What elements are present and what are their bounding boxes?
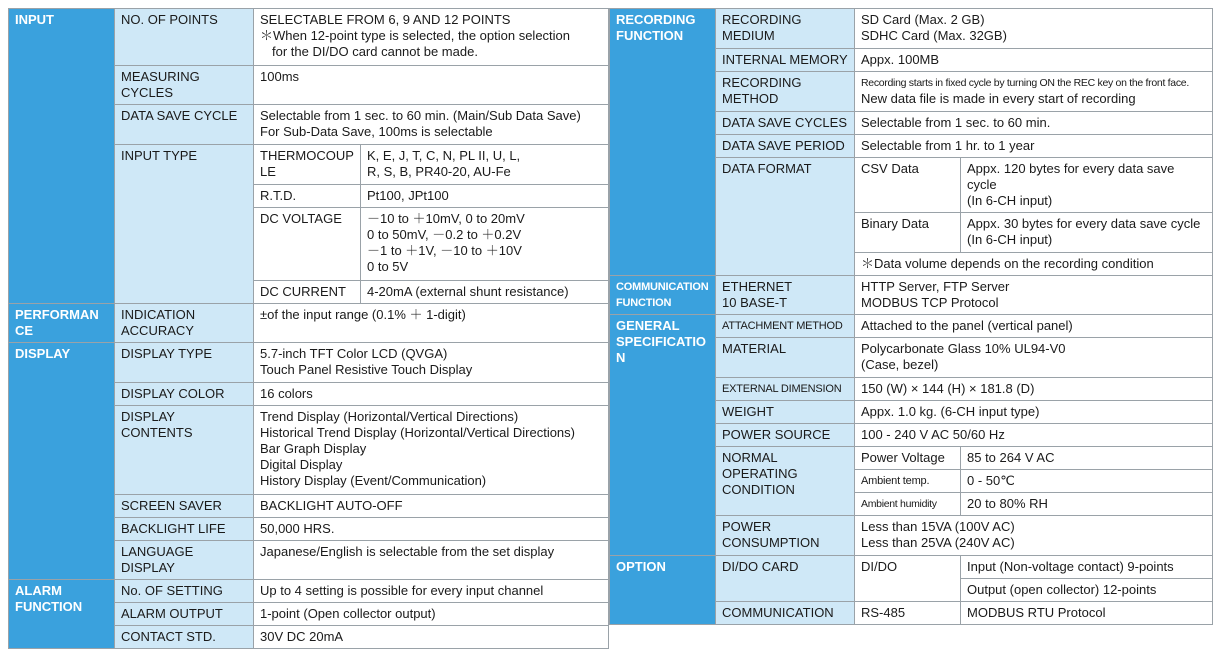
value-line: For Sub-Data Save, 100ms is selectable (260, 124, 493, 139)
item-display-contents: DISPLAY CONTENTS (115, 406, 254, 495)
item-screen-saver: SCREEN SAVER (115, 495, 254, 518)
value-rtd: Pt100, JPt100 (361, 185, 609, 208)
item-line: MEDIUM (722, 28, 775, 43)
value-power-voltage: 85 to 264 V AC (961, 447, 1213, 470)
value-no-of-setting: Up to 4 setting is possible for every input channel (254, 580, 609, 603)
item-power-consumption (716, 516, 855, 556)
value-line: K, E, J, T, C, N, PL II, U, L, (367, 148, 521, 163)
value-line: R, S, B, PR40-20, AU-Fe (367, 164, 511, 179)
value-backlight-life: 50,000 HRS. (254, 518, 609, 541)
value-thermocouple (361, 145, 609, 185)
item-recording-method (716, 72, 855, 112)
value-language-display: Japanese/English is selectable from the set display (254, 541, 609, 580)
value-line: －1 to ＋1V, －10 to ＋10V (367, 243, 522, 258)
item-alarm-output: ALARM OUTPUT (115, 603, 254, 626)
item-dido-card: DI/DO CARD (716, 556, 855, 602)
item-line: CONSUMPTION (722, 535, 820, 550)
value-dido-output: Output (open collector) 12-points (961, 579, 1213, 602)
item-measuring-cycles: MEASURING CYCLES (115, 66, 254, 105)
category-line: FUNCTION (616, 28, 684, 43)
value-contact-std: 30V DC 20mA (254, 626, 609, 649)
value-line: New data file is made in every start of recording (861, 91, 1136, 106)
sub-dc-voltage: DC VOLTAGE (254, 208, 361, 281)
sub-binary-data: Binary Data (855, 213, 961, 253)
value-recording-method (855, 72, 1213, 112)
item-line: CONDITION (722, 482, 795, 497)
category-line: ALARM (15, 583, 62, 598)
sub-dc-current: DC CURRENT (254, 281, 361, 304)
item-data-format: DATA FORMAT (716, 158, 855, 276)
value-option-communication: MODBUS RTU Protocol (961, 602, 1213, 625)
value-line: History Display (Event/Communication) (260, 473, 487, 488)
item-weight: WEIGHT (716, 401, 855, 424)
value-no-of-points (254, 9, 609, 66)
category-display-label: DISPLAY (15, 346, 71, 361)
item-input-type: INPUT TYPE (115, 145, 254, 304)
category-line: GENERAL (616, 318, 680, 333)
item-normal-operating-condition (716, 447, 855, 516)
value-line: Less than 15VA (100V AC) (861, 519, 1015, 534)
item-language-display: LANGUAGE DISPLAY (115, 541, 254, 580)
item-line: 10 BASE-T (722, 295, 788, 310)
item-line: RECORDING (722, 75, 802, 90)
value-line: Historical Trend Display (Horizontal/Vertical Directions) (260, 425, 575, 440)
value-line: Touch Panel Resistive Touch Display (260, 362, 473, 377)
item-power-source: POWER SOURCE (716, 424, 855, 447)
value-line: (In 6-CH input) (967, 193, 1053, 208)
item-recording-medium (716, 9, 855, 49)
item-option-communication: COMMUNICATION (716, 602, 855, 625)
value-line: HTTP Server, FTP Server (861, 279, 1010, 294)
value-power-source: 100 - 240 V AC 50/60 Hz (855, 424, 1213, 447)
left-spec-table (8, 8, 609, 649)
item-line: METHOD (722, 91, 779, 106)
value-dc-current: 4-20mA (external shunt resistance) (361, 281, 609, 304)
value-line: Polycarbonate Glass 10% UL94-V0 (861, 341, 1066, 356)
value-external-dimension: 150 (W) × 144 (H) × 181.8 (D) (855, 378, 1213, 401)
value-weight: Appx. 1.0 kg. (6-CH input type) (855, 401, 1213, 424)
category-line: FUNCTION (616, 297, 672, 309)
value-display-color: 16 colors (254, 383, 609, 406)
item-line: RECORDING (722, 12, 802, 27)
item-data-save-cycles: DATA SAVE CYCLES (716, 112, 855, 135)
value-line: 0 to 50mV, －0.2 to ＋0.2V (367, 227, 522, 242)
category-line: RECORDING (616, 12, 696, 27)
value-alarm-output: 1-point (Open collector output) (254, 603, 609, 626)
category-line: COMMUNICATION (616, 281, 709, 293)
value-dc-voltage (361, 208, 609, 281)
value-line: SD Card (Max. 2 GB) (861, 12, 985, 27)
value-line: ＊When 12-point type is selected, the option selection (260, 28, 571, 43)
value-ambient-humidity: 20 to 80% RH (961, 493, 1213, 516)
item-data-save-period: DATA SAVE PERIOD (716, 135, 855, 158)
sub-ambient-temp: Ambient temp. (855, 470, 961, 493)
item-line: ETHERNET (722, 279, 793, 294)
value-line: Less than 25VA (240V AC) (861, 535, 1015, 550)
value-binary-data (961, 213, 1213, 253)
value-ethernet (855, 276, 1213, 315)
value-line: (In 6-CH input) (967, 232, 1053, 247)
sub-csv-data: CSV Data (855, 158, 961, 213)
value-internal-memory: Appx. 100MB (855, 49, 1213, 72)
value-line: Trend Display (Horizontal/Vertical Directions) (260, 409, 519, 424)
value-line: Bar Graph Display (260, 441, 367, 456)
item-attachment-method: ATTACHMENT METHOD (716, 315, 855, 338)
value-csv-data (961, 158, 1213, 213)
category-input-label: INPUT (15, 12, 54, 27)
category-display (9, 343, 115, 580)
value-line: SDHC Card (Max. 32GB) (861, 28, 1007, 43)
sub-dido: DI/DO (855, 556, 961, 602)
value-attachment-method: Attached to the panel (vertical panel) (855, 315, 1213, 338)
item-ethernet (716, 276, 855, 315)
category-line: SPECIFICATION (616, 334, 707, 365)
sub-rtd: R.T.D. (254, 185, 361, 208)
value-screen-saver: BACKLIGHT AUTO-OFF (254, 495, 609, 518)
item-line: NORMAL OPERATING (722, 450, 798, 481)
value-indication-accuracy: ±of the input range (0.1% ＋ 1-digit) (254, 304, 609, 343)
category-input (9, 9, 115, 304)
value-format-note: ＊Data volume depends on the recording condition (855, 253, 1213, 276)
value-line: 5.7-inch TFT Color LCD (QVGA) (260, 346, 448, 361)
item-contact-std: CONTACT STD. (115, 626, 254, 649)
item-backlight-life: BACKLIGHT LIFE (115, 518, 254, 541)
sub-power-voltage: Power Voltage (855, 447, 961, 470)
value-line: Digital Display (260, 457, 343, 472)
value-display-contents (254, 406, 609, 495)
category-option: OPTION (610, 556, 716, 625)
sub-ambient-humidity: Ambient humidity (855, 493, 961, 516)
value-material (855, 338, 1213, 378)
value-measuring-cycles: 100ms (254, 66, 609, 105)
value-ambient-temp: 0 - 50℃ (961, 470, 1213, 493)
category-recording (610, 9, 716, 276)
category-performance: PERFORMANCE (9, 304, 115, 343)
value-data-save-cycles: Selectable from 1 sec. to 60 min. (855, 112, 1213, 135)
value-display-type (254, 343, 609, 383)
value-line: for the DI/DO card cannot be made. (272, 44, 478, 59)
category-line: FUNCTION (15, 599, 83, 614)
value-line: (Case, bezel) (861, 357, 939, 372)
value-line: MODBUS TCP Protocol (861, 295, 999, 310)
item-indication-accuracy: INDICATION ACCURACY (115, 304, 254, 343)
item-data-save-cycle: DATA SAVE CYCLE (115, 105, 254, 145)
item-external-dimension: EXTERNAL DIMENSION (716, 378, 855, 401)
value-line: Selectable from 1 sec. to 60 min. (Main/Sub Data Save) (260, 108, 581, 123)
sub-rs485: RS-485 (855, 602, 961, 625)
category-alarm (9, 580, 115, 649)
value-line: Recording starts in fixed cycle by turning ON the REC key on the front face. (861, 77, 1189, 89)
item-no-of-points: NO. OF POINTS (115, 9, 254, 66)
value-power-consumption (855, 516, 1213, 556)
value-recording-medium (855, 9, 1213, 49)
item-internal-memory: INTERNAL MEMORY (716, 49, 855, 72)
value-dido-input: Input (Non-voltage contact) 9-points (961, 556, 1213, 579)
value-data-save-cycle (254, 105, 609, 145)
value-line: SELECTABLE FROM 6, 9 AND 12 POINTS (260, 12, 511, 27)
item-no-of-setting: No. OF SETTING (115, 580, 254, 603)
item-line: POWER (722, 519, 772, 534)
item-display-color: DISPLAY COLOR (115, 383, 254, 406)
value-line: 0 to 5V (367, 259, 409, 274)
value-data-save-period: Selectable from 1 hr. to 1 year (855, 135, 1213, 158)
category-communication (610, 276, 716, 315)
value-line: －10 to ＋10mV, 0 to 20mV (367, 211, 525, 226)
right-spec-table (609, 8, 1213, 625)
sub-thermocouple: THERMOCOUPLE (254, 145, 361, 185)
value-line: Appx. 30 bytes for every data save cycle (967, 216, 1201, 231)
item-display-type: DISPLAY TYPE (115, 343, 254, 383)
category-general (610, 315, 716, 556)
item-material: MATERIAL (716, 338, 855, 378)
value-line: Appx. 120 bytes for every data save cycle (967, 161, 1175, 192)
